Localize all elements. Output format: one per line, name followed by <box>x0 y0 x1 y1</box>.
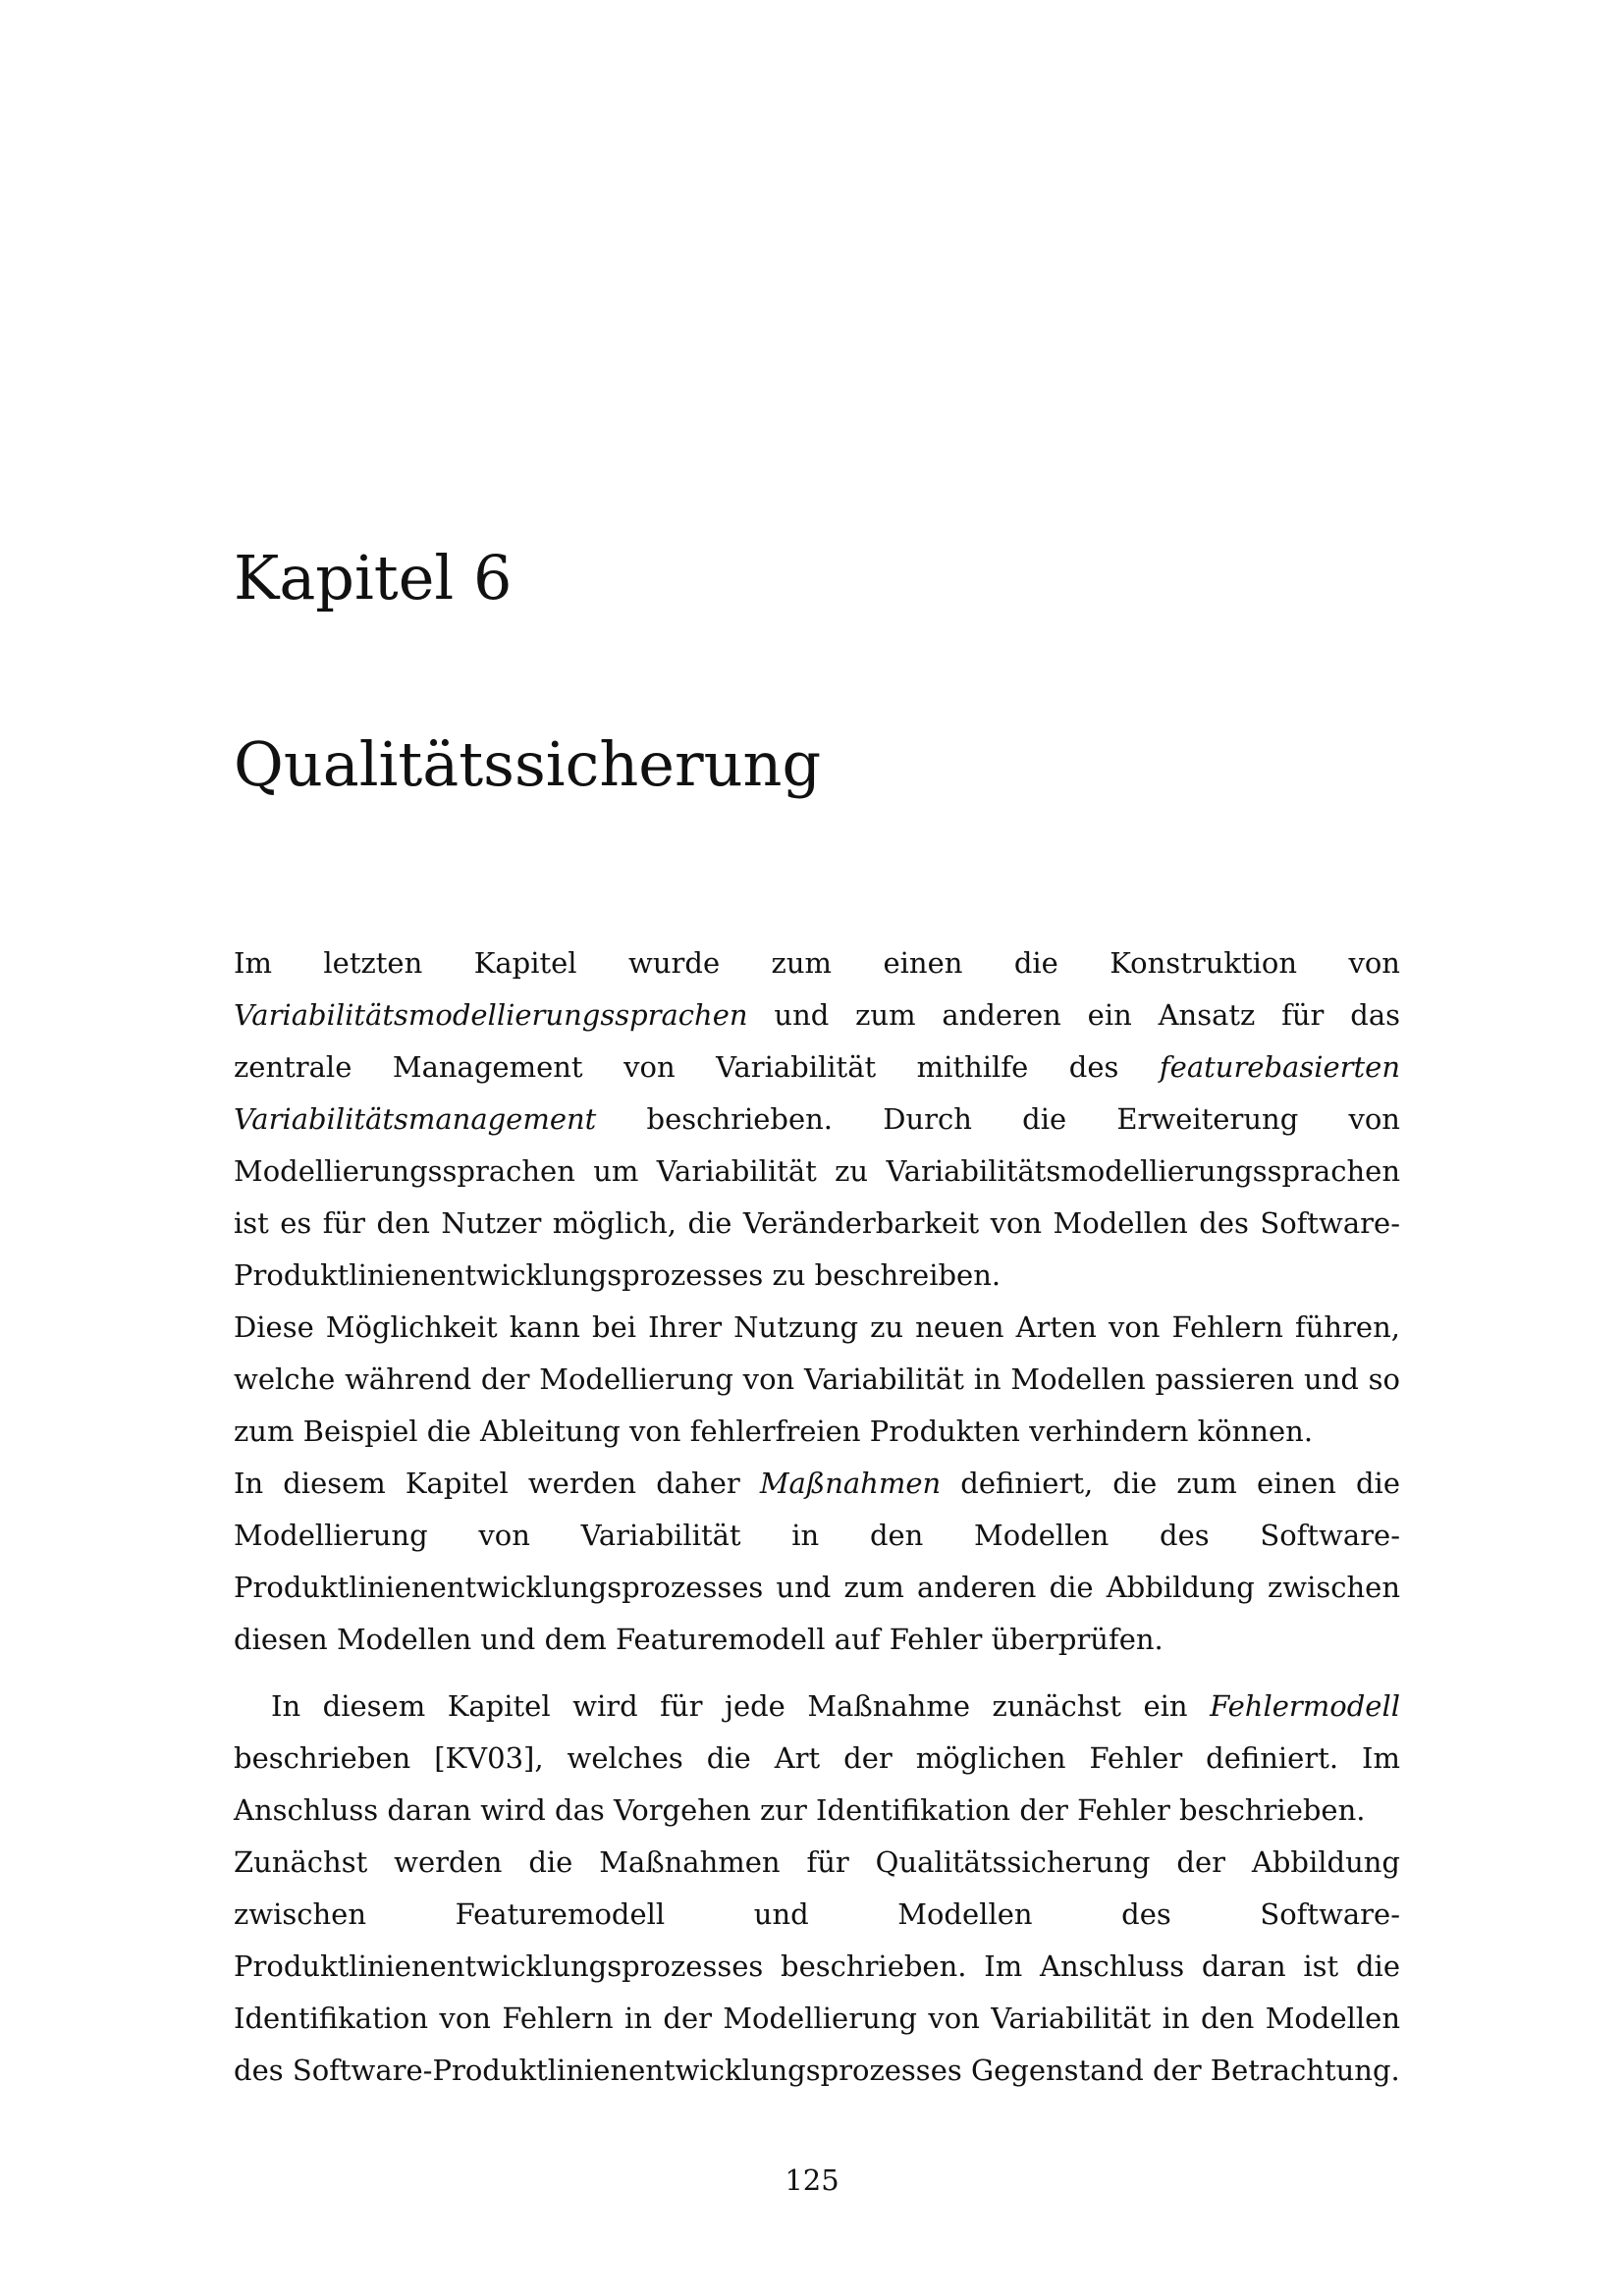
paragraph-1-emphasis-a: Variabilitätsmodellierungssprachen <box>234 998 748 1032</box>
paragraph-2 <box>234 1302 1400 1458</box>
paragraph-2-text: Diese Möglichkeit kann bei Ihrer Nutzung zu neuen Arten von Fehlern führen, welche während der Modellierung von Variabilität in Modellen passieren und so zum Beispiel die Ableitung von fehlerfreien Produkten verhindern können. <box>234 1310 1400 1448</box>
paragraph-1-text-a: Im letzten Kapitel wurde zum einen die Konstruktion von <box>234 946 1400 980</box>
paragraph-5-text: Zunächst werden die Maßnahmen für Qualitätssicherung der Abbildung zwischen Featuremodell und Modellen des Software-Produktlinienentwicklungsprozesses beschrieben. Im Anschluss daran ist die Identifikation von Fehlern in der Modellierung von Variabilität in den Modellen des Software-Produktlinienentwicklungsprozesses Gegenstand der Betrachtung. <box>234 1845 1400 2087</box>
paragraph-5 <box>234 1837 1400 2097</box>
paragraph-3-emphasis: Maßnahmen <box>759 1467 942 1500</box>
paragraph-1 <box>234 937 1400 1302</box>
method-section <box>234 1681 1400 2097</box>
paragraph-1-text-c: beschrieben. Durch die Erweiterung von Modellierungssprachen um Variabilität zu Variabilitätsmodellierungssprachen ist es für den Nutzer möglich, die Veränderbarkeit von Modellen des Software-Produktlinienentwicklungsprozesses zu beschreiben. <box>234 1102 1400 1292</box>
paragraph-3-text-a: In diesem Kapitel werden daher <box>234 1467 760 1500</box>
paragraph-4-text-a: In diesem Kapitel wird für jede Maßnahme zunächst ein <box>271 1689 1211 1723</box>
paragraph-4-text-b: beschrieben [KV03], welches die Art der möglichen Fehler definiert. Im Anschluss daran wird das Vorgehen zur Identifikation der Fehler beschrieben. <box>234 1741 1400 1827</box>
paragraph-3 <box>234 1458 1400 1666</box>
intro-section <box>234 937 1400 1666</box>
paragraph-1-text-b: und zum anderen ein Ansatz für das zentrale Management von Variabilität mithilfe des <box>234 998 1400 1084</box>
paragraph-4 <box>234 1681 1400 1837</box>
paragraph-3-text-b: definiert, die zum einen die Modellierung von Variabilität in den Modellen des Software-Produktlinienentwicklungsprozesses und zum anderen die Abbildung zwischen diesen Modellen und dem Featuremodell auf Fehler überprüfen. <box>234 1467 1400 1656</box>
paragraph-4-emphasis: Fehlermodell <box>1210 1689 1400 1723</box>
chapter-title: Qualitätssicherung <box>234 728 822 800</box>
chapter-number: Kapitel 6 <box>234 542 513 614</box>
page-number: 125 <box>785 2163 839 2197</box>
paragraph-1-emphasis-b: featurebasierten Variabilitätsmanagement <box>234 1050 1400 1136</box>
